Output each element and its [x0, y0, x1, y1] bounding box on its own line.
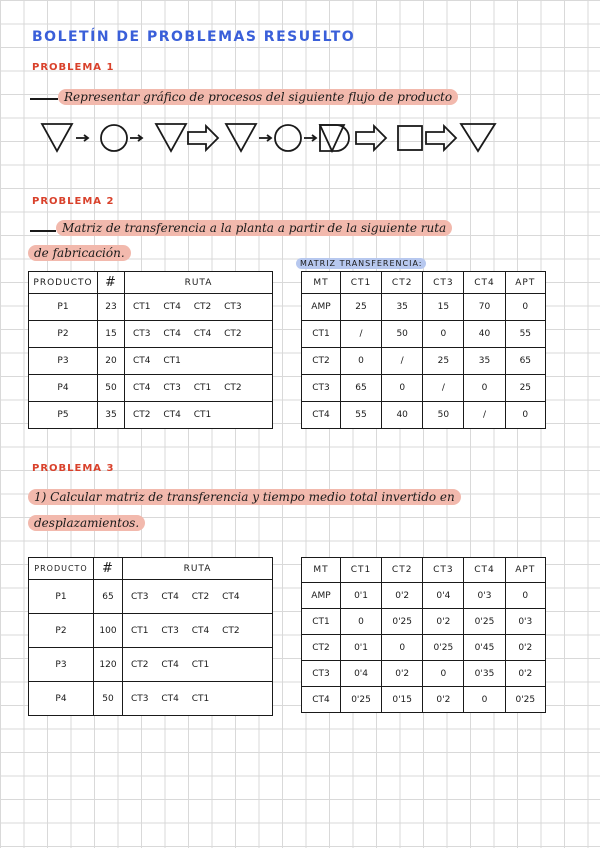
matrix-row	[302, 635, 546, 661]
matrix-cell: 0	[464, 687, 505, 713]
matrix-label-text: MATRIZ TRANSFERENCIA:	[296, 258, 426, 269]
matrix-cell: 0'15	[382, 687, 423, 713]
matrix-header-cell: MT	[302, 558, 341, 583]
matrix-header-cell: CT1	[340, 558, 381, 583]
route-cell: CT4 CT1	[125, 348, 273, 375]
matrix-cell: 0'2	[382, 661, 423, 687]
matrix-row	[302, 661, 546, 687]
bullet-arrow	[30, 230, 56, 232]
route-cell: CT1 CT3 CT4 CT2	[123, 614, 273, 648]
storage-symbol	[226, 124, 256, 151]
matrix-cell: 0'4	[423, 583, 464, 609]
matrix-row-label: CT1	[302, 609, 341, 635]
problem-3-heading: PROBLEMA 3	[32, 463, 115, 474]
matrix-row	[302, 583, 546, 609]
matrix-cell: 0	[423, 661, 464, 687]
operation-symbol	[275, 125, 301, 151]
matrix-cell: 0'2	[505, 635, 545, 661]
matrix-row-label: CT4	[302, 687, 341, 713]
route-cell: CT4 CT3 CT1 CT2	[125, 375, 273, 402]
matrix-label	[296, 251, 426, 270]
matrix-header-cell: CT1	[340, 272, 381, 294]
header-producto: PRODUCTO	[29, 272, 98, 294]
matrix-cell: 0'45	[464, 635, 505, 661]
matrix-cell: /	[382, 348, 423, 375]
matrix-cell: 0'1	[340, 635, 381, 661]
matrix-row-label: CT2	[302, 635, 341, 661]
matrix-cell: 40	[464, 321, 505, 348]
bullet-arrow	[30, 98, 58, 100]
count-cell: 20	[98, 348, 125, 375]
matrix-cell: 0	[464, 375, 505, 402]
matrix-cell: 0	[382, 375, 423, 402]
product-cell: P2	[29, 614, 94, 648]
problem-3-time-matrix	[301, 557, 546, 713]
route-row	[29, 648, 273, 682]
route-row	[29, 682, 273, 716]
matrix-header-cell: CT2	[382, 558, 423, 583]
storage-symbol	[461, 124, 495, 151]
matrix-row-label: AMP	[302, 583, 341, 609]
matrix-row	[302, 687, 546, 713]
matrix-row	[302, 402, 546, 429]
product-cell: P3	[29, 348, 98, 375]
route-cell: CT2 CT4 CT1	[123, 648, 273, 682]
matrix-cell: /	[464, 402, 505, 429]
count-cell: 35	[98, 402, 125, 429]
product-cell: P1	[29, 294, 98, 321]
problem-3-statement-line2-text: desplazamientos.	[28, 515, 145, 531]
matrix-cell: 25	[340, 294, 381, 321]
transport-symbol	[356, 126, 386, 150]
route-row	[29, 321, 273, 348]
matrix-cell: 0	[423, 321, 464, 348]
matrix-cell: 0	[505, 294, 545, 321]
route-cell: CT2 CT4 CT1	[125, 402, 273, 429]
matrix-cell: /	[423, 375, 464, 402]
matrix-header-cell: CT3	[423, 272, 464, 294]
matrix-row	[302, 294, 546, 321]
matrix-cell: 0	[505, 402, 545, 429]
header-count: #	[94, 558, 123, 580]
route-cell: CT3 CT4 CT1	[123, 682, 273, 716]
matrix-cell: 65	[505, 348, 545, 375]
problem-3-statement-line1	[28, 490, 461, 504]
product-cell: P4	[29, 682, 94, 716]
process-flow-diagram	[36, 118, 506, 158]
matrix-cell: 0'25	[505, 687, 545, 713]
storage-symbol	[42, 124, 72, 151]
route-row	[29, 294, 273, 321]
problem-3-statement-line1-text: 1) Calcular matriz de transferencia y tiempo medio total invertido en	[28, 489, 461, 505]
matrix-cell: 0	[382, 635, 423, 661]
route-row	[29, 580, 273, 614]
matrix-cell: 0	[340, 348, 381, 375]
problem-1-statement-text: Representar gráfico de procesos del siguiente flujo de producto	[58, 89, 458, 105]
matrix-cell: 0'2	[423, 687, 464, 713]
problem-2-statement-line2	[28, 246, 131, 260]
matrix-cell: 0'2	[382, 583, 423, 609]
matrix-row-label: AMP	[302, 294, 341, 321]
header-ruta: RUTA	[125, 272, 273, 294]
matrix-cell: 0'3	[464, 583, 505, 609]
matrix-cell: 0'25	[423, 635, 464, 661]
problem-3-statement-line2	[28, 516, 145, 530]
matrix-row-label: CT4	[302, 402, 341, 429]
matrix-row-label: CT3	[302, 375, 341, 402]
header-ruta: RUTA	[123, 558, 273, 580]
matrix-cell: 35	[464, 348, 505, 375]
route-row	[29, 375, 273, 402]
matrix-cell: 0'25	[382, 609, 423, 635]
count-cell: 100	[94, 614, 123, 648]
problem-1-heading: PROBLEMA 1	[32, 62, 115, 73]
operation-symbol	[101, 125, 127, 151]
problem-2-statement-line1-text: Matriz de transferencia a la planta a partir de la siguiente ruta	[56, 220, 452, 236]
storage-overlay-symbol	[320, 125, 344, 151]
route-cell: CT3 CT4 CT4 CT2	[125, 321, 273, 348]
matrix-row-label: CT3	[302, 661, 341, 687]
count-cell: 50	[98, 375, 125, 402]
matrix-cell: 25	[423, 348, 464, 375]
matrix-header-cell: CT2	[382, 272, 423, 294]
route-row	[29, 614, 273, 648]
matrix-cell: /	[340, 321, 381, 348]
route-cell: CT1 CT4 CT2 CT3	[125, 294, 273, 321]
problem-2-statement-line2-text: de fabricación.	[28, 245, 131, 261]
count-cell: 23	[98, 294, 125, 321]
route-cell: CT3 CT4 CT2 CT4	[123, 580, 273, 614]
matrix-cell: 25	[505, 375, 545, 402]
product-cell: P3	[29, 648, 94, 682]
matrix-cell: 0'25	[464, 609, 505, 635]
problem-3-routes-table	[28, 557, 273, 716]
matrix-row-label: CT1	[302, 321, 341, 348]
matrix-cell: 0	[505, 583, 545, 609]
product-cell: P1	[29, 580, 94, 614]
matrix-header-cell: APT	[505, 272, 545, 294]
product-cell: P2	[29, 321, 98, 348]
matrix-row	[302, 321, 546, 348]
product-cell: P4	[29, 375, 98, 402]
product-cell: P5	[29, 402, 98, 429]
header-count: #	[98, 272, 125, 294]
transport-symbol	[188, 126, 218, 150]
transport-symbol	[426, 126, 456, 150]
count-cell: 65	[94, 580, 123, 614]
count-cell: 15	[98, 321, 125, 348]
page-title: BOLETÍN DE PROBLEMAS RESUELTO	[32, 29, 356, 45]
matrix-cell: 70	[464, 294, 505, 321]
header-producto: PRODUCTO	[29, 558, 94, 580]
matrix-cell: 0	[340, 609, 381, 635]
storage-symbol	[156, 124, 186, 151]
matrix-cell: 0'25	[340, 687, 381, 713]
matrix-header-cell: APT	[505, 558, 545, 583]
matrix-row	[302, 348, 546, 375]
problem-2-routes-table	[28, 271, 273, 429]
matrix-cell: 0'35	[464, 661, 505, 687]
matrix-cell: 55	[505, 321, 545, 348]
matrix-cell: 0'1	[340, 583, 381, 609]
matrix-header-cell: CT4	[464, 558, 505, 583]
inspection-symbol	[398, 126, 422, 150]
matrix-cell: 40	[382, 402, 423, 429]
matrix-cell: 35	[382, 294, 423, 321]
matrix-cell: 65	[340, 375, 381, 402]
matrix-cell: 0'4	[340, 661, 381, 687]
matrix-header-cell: MT	[302, 272, 341, 294]
matrix-cell: 0'2	[423, 609, 464, 635]
problem-2-transfer-matrix	[301, 271, 546, 429]
problem-2-statement-line1	[56, 221, 452, 235]
matrix-cell: 0'3	[505, 609, 545, 635]
matrix-header-cell: CT3	[423, 558, 464, 583]
matrix-cell: 15	[423, 294, 464, 321]
problem-2-heading: PROBLEMA 2	[32, 196, 115, 207]
count-cell: 120	[94, 648, 123, 682]
route-row	[29, 402, 273, 429]
matrix-header-cell: CT4	[464, 272, 505, 294]
matrix-cell: 0'2	[505, 661, 545, 687]
route-row	[29, 348, 273, 375]
matrix-row-label: CT2	[302, 348, 341, 375]
matrix-row	[302, 609, 546, 635]
matrix-cell: 55	[340, 402, 381, 429]
matrix-cell: 50	[382, 321, 423, 348]
problem-1-statement	[58, 90, 458, 104]
matrix-cell: 50	[423, 402, 464, 429]
matrix-row	[302, 375, 546, 402]
count-cell: 50	[94, 682, 123, 716]
